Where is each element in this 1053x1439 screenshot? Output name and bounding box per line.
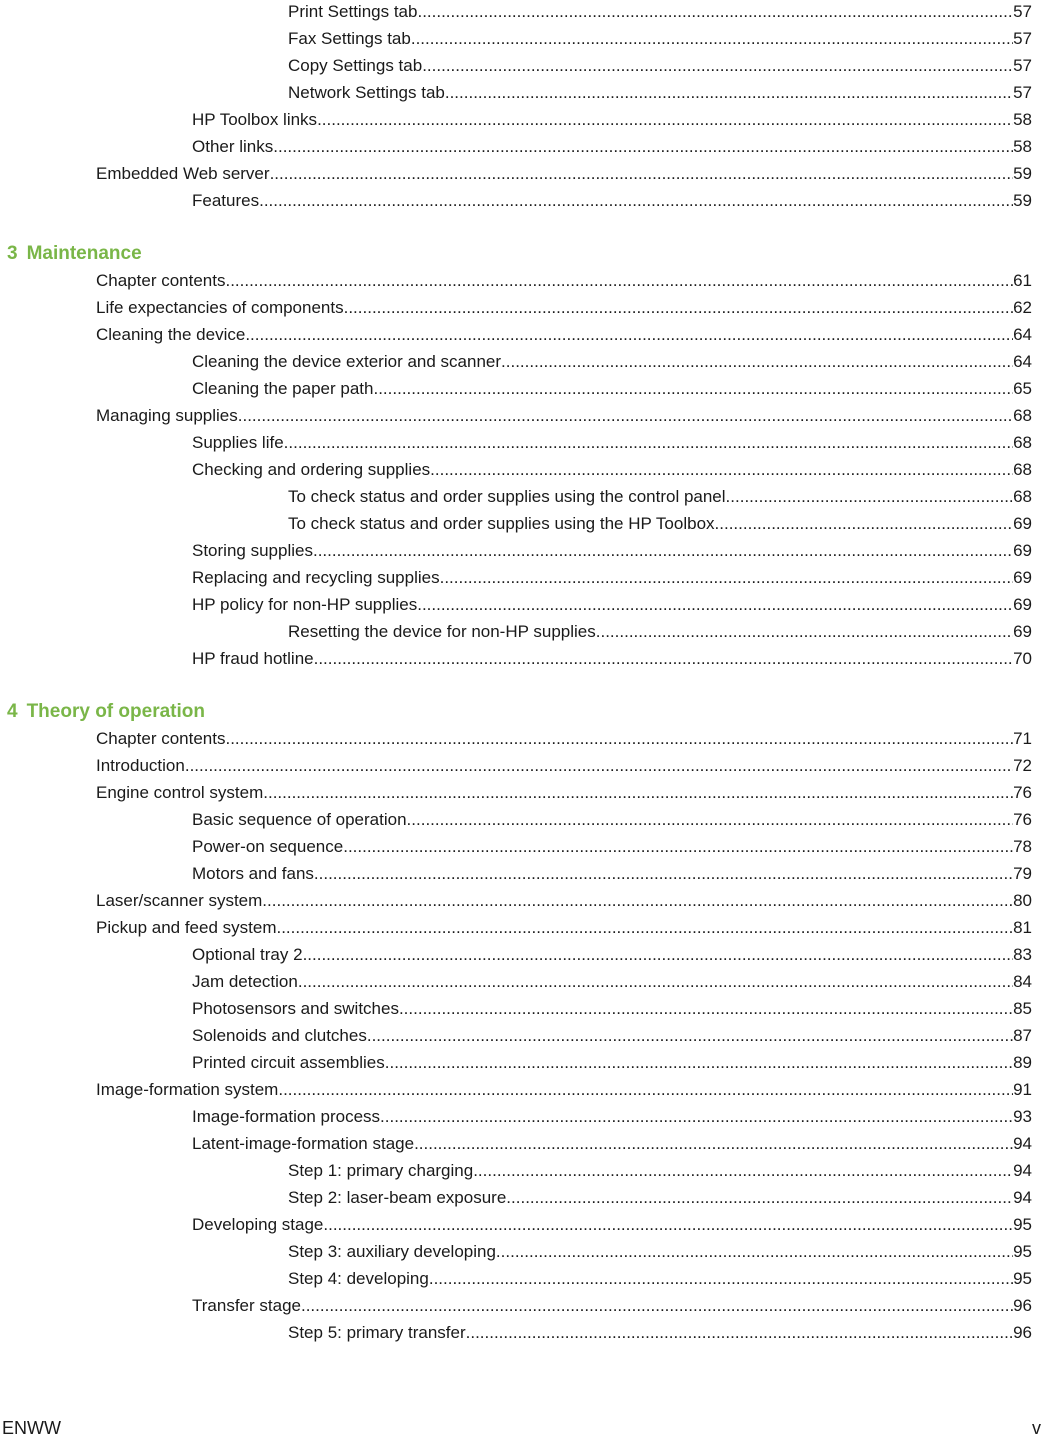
dot-leader xyxy=(380,1105,1013,1129)
dot-leader xyxy=(411,27,1013,51)
toc-entry-title: Printed circuit assemblies xyxy=(192,1053,385,1072)
toc-entry-title: Step 4: developing xyxy=(288,1269,429,1288)
toc-entry[interactable] xyxy=(288,485,1032,509)
toc-entry-title: Embedded Web server xyxy=(96,164,270,183)
toc-entry-page-number: 68 xyxy=(1013,406,1032,425)
toc-entry-page-number: 80 xyxy=(1013,891,1032,910)
toc-entry-title: Life expectancies of components xyxy=(96,298,344,317)
toc-entry-title: Chapter contents xyxy=(96,271,226,290)
toc-entry[interactable] xyxy=(96,162,1032,186)
toc-entry-title: Motors and fans xyxy=(192,864,314,883)
dot-leader xyxy=(422,54,1013,78)
toc-entry-page-number: 76 xyxy=(1013,810,1032,829)
toc-entry-title: Image-formation process xyxy=(192,1107,381,1126)
dot-leader xyxy=(473,1159,1013,1183)
toc-entry-page-number: 78 xyxy=(1013,837,1032,856)
toc-entry-title: Cleaning the paper path xyxy=(192,379,374,398)
dot-leader xyxy=(225,727,1013,751)
chapter-number: 4 xyxy=(7,701,18,722)
toc-entry[interactable] xyxy=(192,539,1032,563)
toc-entry-page-number: 59 xyxy=(1013,164,1032,183)
toc-entry-title: Photosensors and switches xyxy=(192,999,399,1018)
dot-leader xyxy=(276,916,1013,940)
toc-entry-page-number: 96 xyxy=(1013,1296,1032,1315)
toc-entry-page-number: 57 xyxy=(1013,56,1032,75)
toc-entry[interactable] xyxy=(96,727,1032,751)
dot-leader xyxy=(417,0,1013,24)
toc-entry-title: Fax Settings tab xyxy=(288,29,411,48)
toc-entry-page-number: 57 xyxy=(1013,83,1032,102)
toc-entry-page-number: 83 xyxy=(1013,945,1032,964)
dot-leader xyxy=(238,404,1013,428)
toc-entry-title: Optional tray 2 xyxy=(192,945,303,964)
toc-entry-title: Laser/scanner system xyxy=(96,891,263,910)
toc-entry-page-number: 62 xyxy=(1013,298,1032,317)
toc-entry[interactable] xyxy=(192,1294,1032,1318)
toc-entry-page-number: 81 xyxy=(1013,918,1032,937)
dot-leader xyxy=(726,485,1014,509)
dot-leader xyxy=(314,647,1013,671)
toc-entry-title: Storing supplies xyxy=(192,541,313,560)
dot-leader xyxy=(466,1321,1013,1345)
dot-leader xyxy=(270,162,1014,186)
toc-entry-title: Print Settings tab xyxy=(288,2,418,21)
chapter-heading xyxy=(7,699,205,725)
dot-leader xyxy=(445,81,1013,105)
dot-leader xyxy=(506,1186,1013,1210)
dot-leader xyxy=(273,135,1013,159)
toc-entry-page-number: 87 xyxy=(1013,1026,1032,1045)
toc-entry-title: Solenoids and clutches xyxy=(192,1026,367,1045)
footer-page-number: v xyxy=(1032,1418,1041,1438)
toc-entry[interactable] xyxy=(192,135,1032,159)
toc-entry-page-number: 95 xyxy=(1013,1242,1032,1261)
chapter-title: Theory of operation xyxy=(26,701,205,722)
toc-entry-page-number: 69 xyxy=(1013,595,1032,614)
toc-entry-title: Developing stage xyxy=(192,1215,324,1234)
toc-entry-page-number: 94 xyxy=(1013,1134,1032,1153)
toc-entry[interactable] xyxy=(192,970,1032,994)
toc-entry-page-number: 93 xyxy=(1013,1107,1032,1126)
toc-entry[interactable] xyxy=(192,647,1032,671)
toc-entry[interactable] xyxy=(192,943,1032,967)
toc-entry-title: Jam detection xyxy=(192,972,298,991)
toc-entry-title: Step 3: auxiliary developing xyxy=(288,1242,496,1261)
toc-entry[interactable] xyxy=(288,1159,1032,1183)
toc-entry-page-number: 72 xyxy=(1013,756,1032,775)
toc-entry[interactable] xyxy=(288,27,1032,51)
dot-leader xyxy=(373,377,1013,401)
footer-left-label: ENWW xyxy=(2,1418,61,1438)
toc-entry[interactable] xyxy=(96,404,1032,428)
toc-entry-page-number: 64 xyxy=(1013,325,1032,344)
toc-entry-title: Other links xyxy=(192,137,274,156)
toc-entry[interactable] xyxy=(96,269,1032,293)
dot-leader xyxy=(259,189,1013,213)
toc-entry[interactable] xyxy=(192,350,1032,374)
toc-entry[interactable] xyxy=(288,512,1032,536)
dot-leader xyxy=(298,970,1013,994)
toc-entry[interactable] xyxy=(192,997,1032,1021)
toc-entry[interactable] xyxy=(288,1321,1032,1345)
dot-leader xyxy=(429,1267,1013,1291)
toc-entry-title: Transfer stage xyxy=(192,1296,301,1315)
toc-entry[interactable] xyxy=(96,1078,1032,1102)
toc-entry[interactable] xyxy=(96,754,1032,778)
toc-entry[interactable] xyxy=(96,323,1032,347)
dot-leader xyxy=(430,458,1013,482)
dot-leader xyxy=(185,754,1013,778)
toc-entry-title: HP Toolbox links xyxy=(192,110,318,129)
dot-leader xyxy=(323,1213,1013,1237)
toc-entry-title: Resetting the device for non-HP supplies xyxy=(288,622,596,641)
dot-leader xyxy=(385,1051,1013,1075)
toc-entry-page-number: 91 xyxy=(1013,1080,1032,1099)
toc-entry-page-number: 69 xyxy=(1013,541,1032,560)
toc-entry-page-number: 96 xyxy=(1013,1323,1032,1342)
dot-leader xyxy=(343,835,1013,859)
dot-leader xyxy=(417,593,1013,617)
toc-entry[interactable] xyxy=(192,862,1032,886)
toc-entry-title: To check status and order supplies using the HP Toolbox xyxy=(288,514,715,533)
toc-entry[interactable] xyxy=(192,377,1032,401)
toc-entry-title: Chapter contents xyxy=(96,729,226,748)
toc-entry-page-number: 58 xyxy=(1013,110,1032,129)
dot-leader xyxy=(715,512,1014,536)
dot-leader xyxy=(278,1078,1013,1102)
toc-entry-page-number: 57 xyxy=(1013,29,1032,48)
toc-entry-page-number: 61 xyxy=(1013,271,1032,290)
toc-entry[interactable] xyxy=(192,1051,1032,1075)
toc-entry-title: Step 2: laser-beam exposure xyxy=(288,1188,507,1207)
toc-entry-title: Power-on sequence xyxy=(192,837,344,856)
toc-entry-page-number: 94 xyxy=(1013,1161,1032,1180)
toc-entry-page-number: 65 xyxy=(1013,379,1032,398)
toc-entry-page-number: 69 xyxy=(1013,568,1032,587)
toc-entry[interactable] xyxy=(192,108,1032,132)
toc-entry-page-number: 64 xyxy=(1013,352,1032,371)
toc-entry-page-number: 59 xyxy=(1013,191,1032,210)
toc-entry-page-number: 68 xyxy=(1013,460,1032,479)
toc-entry[interactable] xyxy=(192,808,1032,832)
dot-leader xyxy=(414,1132,1013,1156)
toc-entry[interactable] xyxy=(288,1267,1032,1291)
toc-entry-title: Latent-image-formation stage xyxy=(192,1134,415,1153)
toc-entry-title: Cleaning the device xyxy=(96,325,246,344)
toc-entry-page-number: 57 xyxy=(1013,2,1032,21)
chapter-heading xyxy=(7,241,142,267)
dot-leader xyxy=(596,620,1013,644)
toc-entry-title: Checking and ordering supplies xyxy=(192,460,431,479)
toc-entry[interactable] xyxy=(192,835,1032,859)
toc-entry-page-number: 89 xyxy=(1013,1053,1032,1072)
toc-entry[interactable] xyxy=(96,889,1032,913)
dot-leader xyxy=(317,108,1013,132)
toc-entry-page-number: 70 xyxy=(1013,649,1032,668)
dot-leader xyxy=(344,296,1013,320)
toc-entry-page-number: 69 xyxy=(1013,622,1032,641)
toc-entry[interactable] xyxy=(192,1132,1032,1156)
toc-entry-title: Image-formation system xyxy=(96,1080,279,1099)
toc-entry-title: Network Settings tab xyxy=(288,83,445,102)
toc-entry[interactable] xyxy=(96,296,1032,320)
toc-entry[interactable] xyxy=(192,593,1032,617)
toc-entry[interactable] xyxy=(192,566,1032,590)
toc-entry-page-number: 95 xyxy=(1013,1269,1032,1288)
toc-entry-title: Replacing and recycling supplies xyxy=(192,568,440,587)
toc-entry-title: HP fraud hotline xyxy=(192,649,314,668)
dot-leader xyxy=(245,323,1013,347)
toc-entry[interactable] xyxy=(192,1105,1032,1129)
toc-entry-title: Features xyxy=(192,191,260,210)
toc-entry-page-number: 84 xyxy=(1013,972,1032,991)
toc-entry-page-number: 69 xyxy=(1013,514,1032,533)
toc-entry-title: Basic sequence of operation xyxy=(192,810,407,829)
dot-leader xyxy=(367,1024,1013,1048)
toc-entry[interactable] xyxy=(96,781,1032,805)
toc-entry[interactable] xyxy=(288,620,1032,644)
toc-entry-page-number: 68 xyxy=(1013,487,1032,506)
dot-leader xyxy=(314,862,1013,886)
dot-leader xyxy=(284,431,1013,455)
dot-leader xyxy=(501,350,1013,374)
toc-entry[interactable] xyxy=(288,54,1032,78)
chapter-number: 3 xyxy=(7,243,18,264)
dot-leader xyxy=(263,781,1013,805)
toc-entry-title: Managing supplies xyxy=(96,406,238,425)
dot-leader xyxy=(399,997,1013,1021)
toc-entry[interactable] xyxy=(288,0,1032,24)
dot-leader xyxy=(225,269,1013,293)
toc-entry-title: Copy Settings tab xyxy=(288,56,423,75)
toc-entry-title: Step 5: primary transfer xyxy=(288,1323,466,1342)
toc-entry[interactable] xyxy=(192,1213,1032,1237)
toc-entry-title: Pickup and feed system xyxy=(96,918,277,937)
toc-entry-title: To check status and order supplies using the control panel xyxy=(288,487,726,506)
toc-entry-title: Introduction xyxy=(96,756,185,775)
dot-leader xyxy=(407,808,1014,832)
chapter-title: Maintenance xyxy=(26,243,142,264)
dot-leader xyxy=(303,943,1014,967)
toc-entry[interactable] xyxy=(192,431,1032,455)
toc-entry-title: HP policy for non-HP supplies xyxy=(192,595,418,614)
toc-entry-page-number: 79 xyxy=(1013,864,1032,883)
dot-leader xyxy=(496,1240,1013,1264)
toc-entry[interactable] xyxy=(288,81,1032,105)
dot-leader xyxy=(301,1294,1013,1318)
toc-entry-title: Supplies life xyxy=(192,433,284,452)
toc-entry[interactable] xyxy=(288,1186,1032,1210)
toc-entry-page-number: 71 xyxy=(1013,729,1032,748)
toc-entry[interactable] xyxy=(192,189,1032,213)
toc-entry[interactable] xyxy=(96,916,1032,940)
dot-leader xyxy=(440,566,1013,590)
toc-entry[interactable] xyxy=(192,458,1032,482)
dot-leader xyxy=(262,889,1013,913)
toc-entry-page-number: 94 xyxy=(1013,1188,1032,1207)
toc-entry-title: Step 1: primary charging xyxy=(288,1161,474,1180)
toc-entry-title: Cleaning the device exterior and scanner xyxy=(192,352,502,371)
toc-entry-page-number: 68 xyxy=(1013,433,1032,452)
dot-leader xyxy=(313,539,1013,563)
toc-entry[interactable] xyxy=(288,1240,1032,1264)
toc-entry-page-number: 76 xyxy=(1013,783,1032,802)
toc-entry-page-number: 85 xyxy=(1013,999,1032,1018)
toc-entry-page-number: 95 xyxy=(1013,1215,1032,1234)
toc-entry-title: Engine control system xyxy=(96,783,264,802)
toc-entry[interactable] xyxy=(192,1024,1032,1048)
toc-entry-page-number: 58 xyxy=(1013,137,1032,156)
